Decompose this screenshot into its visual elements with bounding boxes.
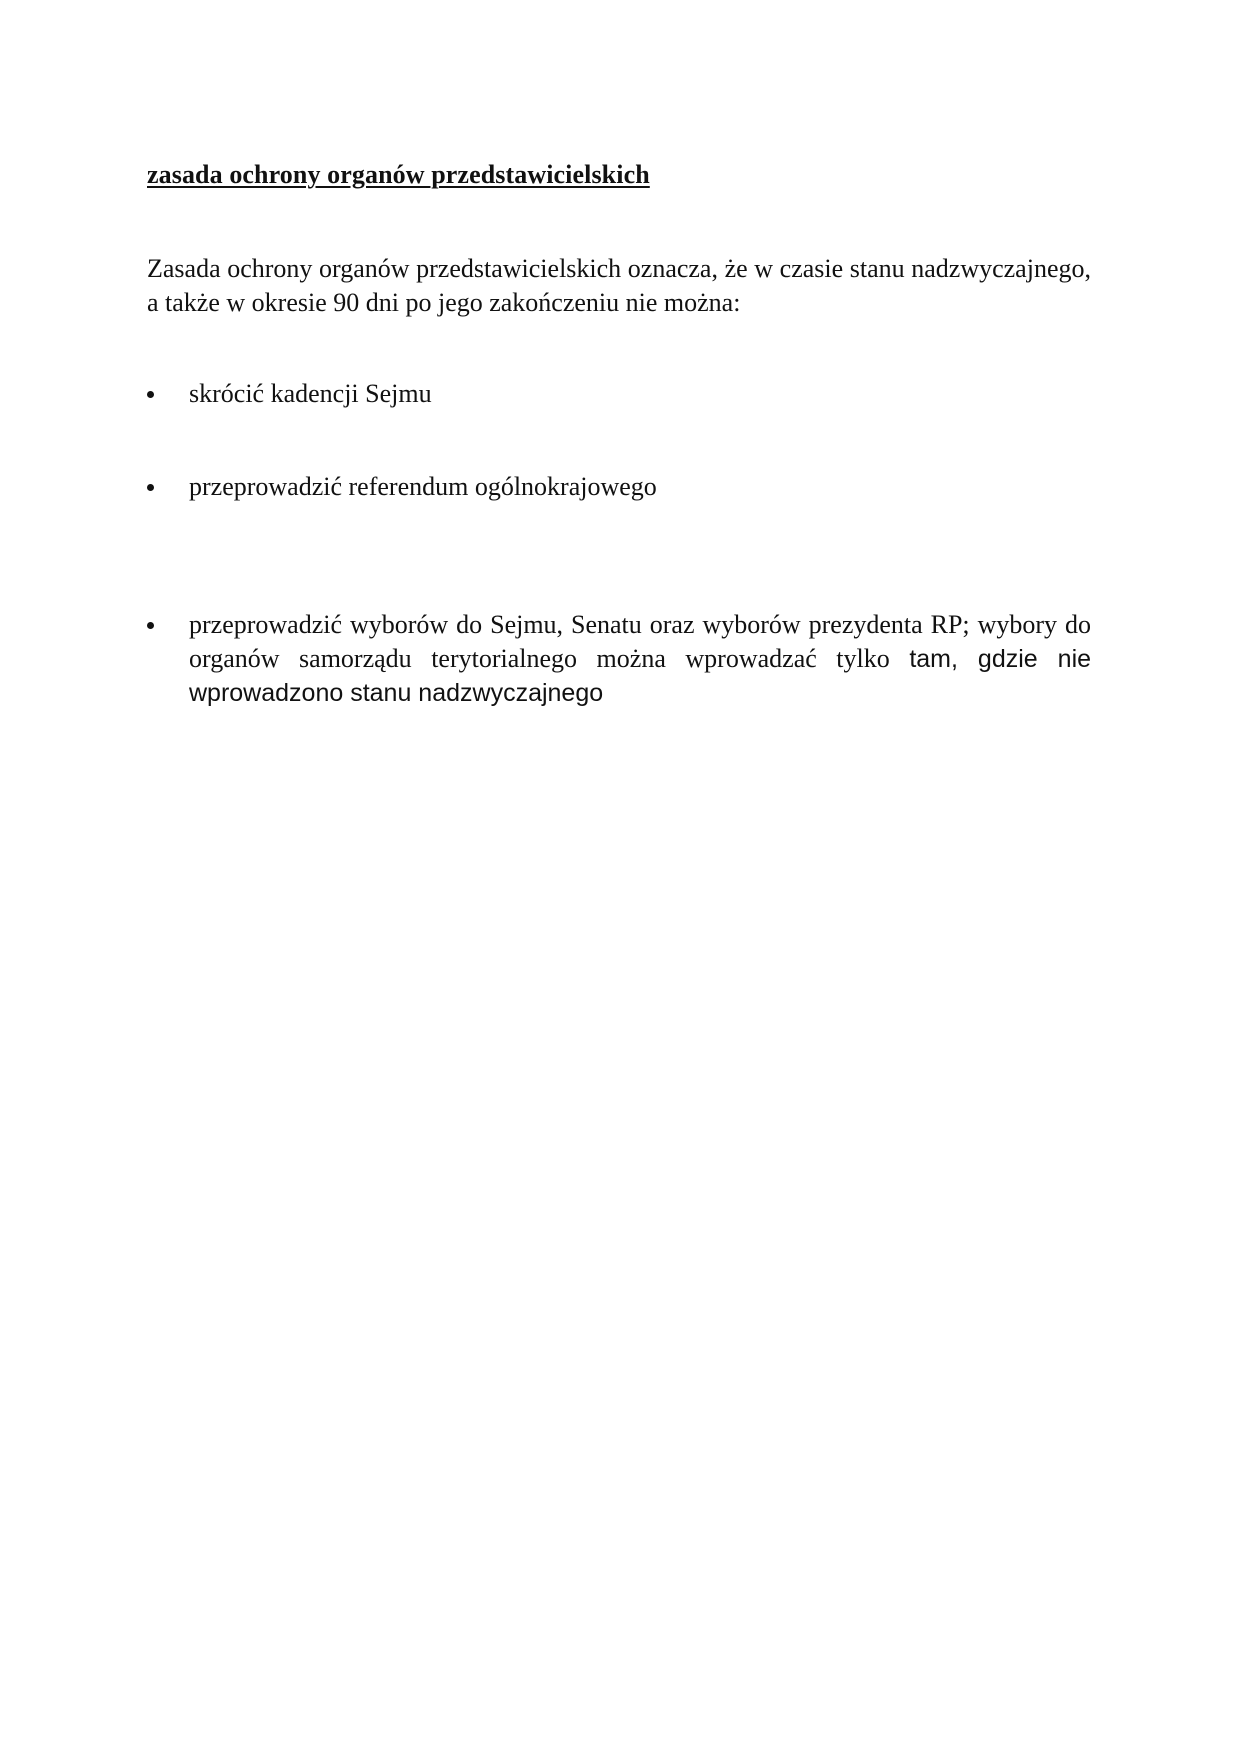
list-item: [147, 377, 1091, 411]
list-item-text-container: [189, 608, 1091, 710]
bullet-icon: [147, 484, 154, 491]
list-item: [147, 470, 1091, 504]
bullet-icon: [147, 622, 154, 629]
bullet-icon: [147, 391, 154, 398]
intro-paragraph: Zasada ochrony organów przedstawicielskich oznacza, że w czasie stanu nadzwyczajnego, a także w okresie 90 dni po jego zakończeniu nie można:: [147, 254, 1091, 317]
list-item: [147, 608, 1091, 710]
list-item-text: przeprowadzić wyborów do Sejmu, Senatu oraz wyborów prezydenta RP; wybory do organów samorządu terytorialnego można wprowadzać tylko: [189, 610, 1091, 673]
list-item-text: skrócić kadencji Sejmu: [189, 379, 432, 408]
document-title: zasada ochrony organów przedstawicielskich: [147, 160, 650, 189]
list-item-text-tail: tam, gdzie nie wprowadzono stanu nadzwyczajnego: [189, 645, 1092, 707]
list-item-text: przeprowadzić referendum ogólnokrajowego: [189, 472, 657, 501]
